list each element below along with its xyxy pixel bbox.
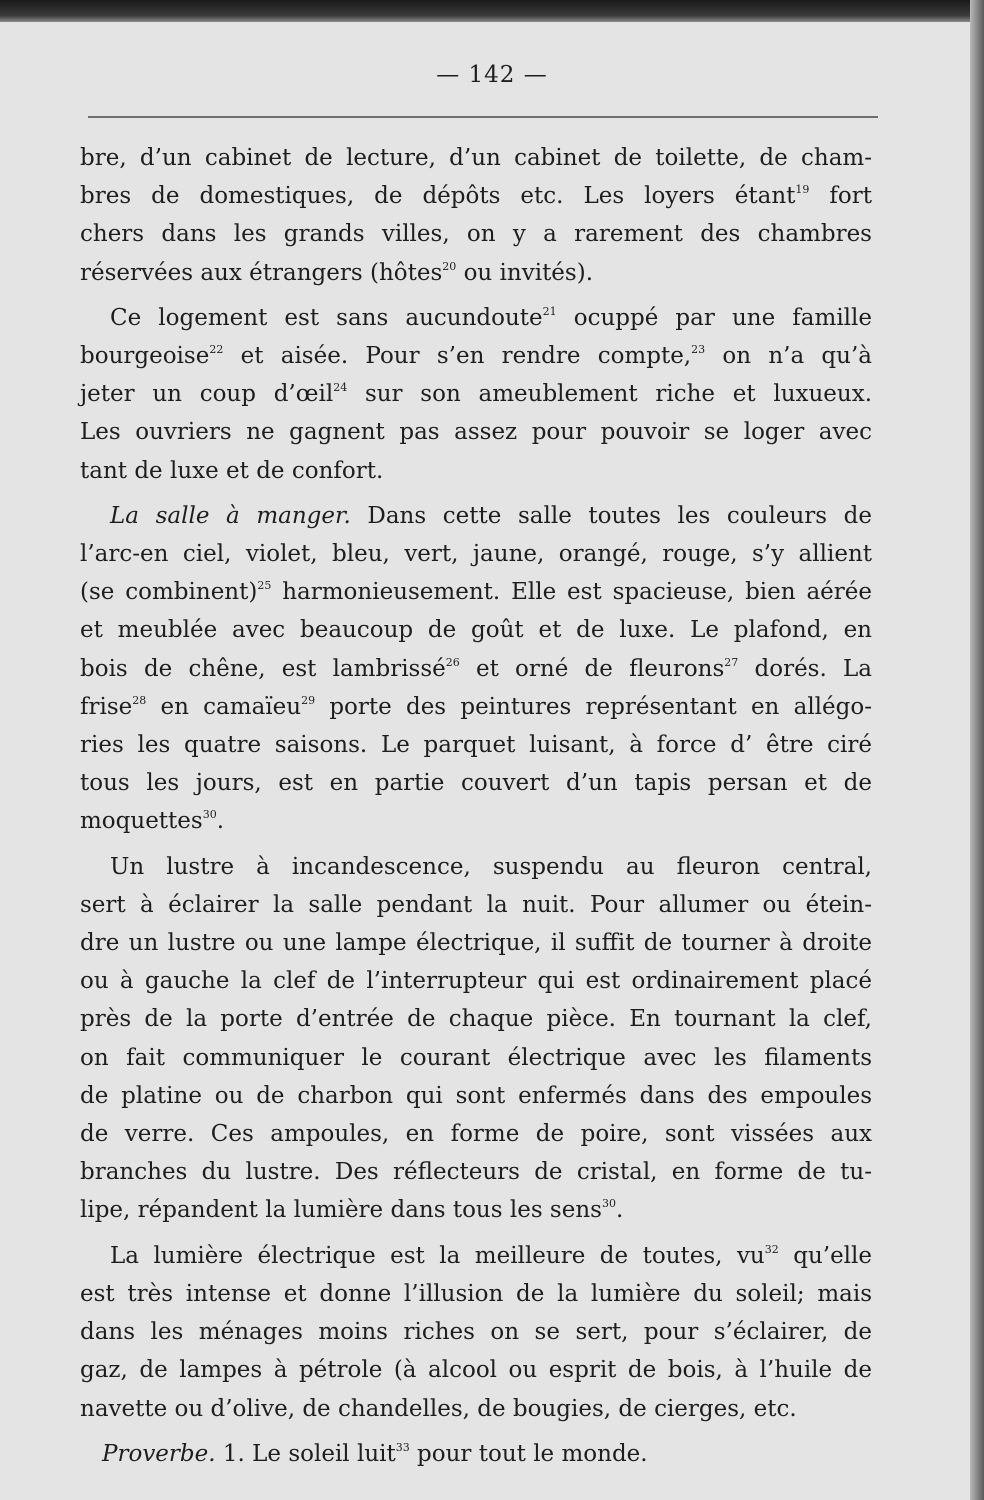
text-line bbox=[80, 1237, 872, 1275]
text-run: (se combinent) bbox=[80, 579, 258, 606]
text-run: bre, d’un cabinet de lecture, d’un cabinet de toilette, de cham- bbox=[80, 145, 872, 171]
text-run: chers dans les grands villes, on y a rarement des chambres bbox=[80, 221, 872, 248]
text-run: qu’elle bbox=[778, 1242, 873, 1269]
text-line bbox=[80, 688, 872, 726]
text-line bbox=[80, 299, 872, 337]
text-run: frise bbox=[80, 693, 133, 720]
footnote-ref: 32 bbox=[764, 1242, 779, 1256]
footnote-ref: 20 bbox=[442, 259, 457, 273]
text-run: lipe, répandent la lumière dans tous les sens bbox=[80, 1197, 602, 1224]
text-run: fort bbox=[809, 183, 872, 210]
text-run: Les ouvriers ne gagnent pas assez pour pouvoir se loger avec bbox=[80, 419, 872, 446]
text-line bbox=[80, 1313, 872, 1351]
paragraph-gap bbox=[80, 490, 872, 497]
text-run: l’arc-en ciel, violet, bleu, vert, jaune, orangé, rouge, s’y allient bbox=[80, 541, 872, 568]
scan-right-edge bbox=[970, 0, 984, 1500]
text-line bbox=[80, 1275, 872, 1313]
text-line bbox=[80, 1351, 872, 1389]
text-run: La lumière électrique est la meilleure de toutes, vu bbox=[110, 1242, 765, 1269]
text-line bbox=[80, 139, 872, 177]
text-run: de platine ou de charbon qui sont enfermés dans des empoules bbox=[80, 1082, 872, 1109]
footnote-ref: 22 bbox=[209, 343, 224, 357]
text-run: ou à gauche la clef de l’interrupteur qui est ordinairement placé bbox=[80, 968, 872, 995]
text-line bbox=[80, 215, 872, 253]
text-run: de verre. Ces ampoules, en forme de poire, sont vissées aux bbox=[80, 1121, 872, 1148]
paragraph bbox=[80, 848, 872, 1230]
text-line bbox=[80, 254, 872, 292]
text-run: moquettes bbox=[80, 808, 203, 835]
text-line bbox=[80, 886, 872, 924]
text-line bbox=[80, 337, 872, 375]
footnote-ref: 24 bbox=[333, 381, 348, 395]
text-run: navette ou d’olive, de chandelles, de bougies, de cierges, etc. bbox=[80, 1395, 797, 1422]
header-rule bbox=[88, 116, 878, 118]
text-line bbox=[80, 802, 872, 840]
text-run: porte des peintures représentant en allégo- bbox=[315, 693, 872, 720]
text-line bbox=[80, 375, 872, 413]
text-line bbox=[80, 413, 872, 451]
text-line bbox=[80, 497, 872, 535]
paragraph bbox=[80, 299, 872, 490]
text-run: gaz, de lampes à pétrole (à alcool ou esprit de bois, à l’huile de bbox=[80, 1357, 872, 1384]
footnote-ref: 27 bbox=[724, 655, 739, 669]
text-run: et aisée. Pour s’en rendre compte, bbox=[223, 343, 692, 370]
text-line bbox=[80, 1115, 872, 1153]
text-run: pour tout le monde. bbox=[409, 1440, 648, 1467]
footnote-ref: 25 bbox=[257, 579, 272, 593]
footnote-ref: 19 bbox=[795, 183, 810, 197]
text-run: et meublée avec beaucoup de goût et de luxe. Le plafond, en bbox=[80, 617, 872, 644]
text-run: ou invités). bbox=[456, 259, 594, 286]
text-run: ocuppé par une famille bbox=[556, 304, 872, 331]
footnote-ref: 23 bbox=[691, 343, 706, 357]
text-line bbox=[80, 573, 872, 611]
text-run: bourgeoise bbox=[80, 343, 210, 370]
footnote-ref: 30 bbox=[202, 808, 217, 822]
footnote-ref: 28 bbox=[132, 693, 147, 707]
paragraph-gap bbox=[80, 841, 872, 848]
footnote-ref: 33 bbox=[395, 1440, 410, 1454]
text-line bbox=[80, 611, 872, 649]
footnote-ref: 26 bbox=[445, 655, 460, 669]
scan-top-border bbox=[0, 0, 984, 22]
text-line bbox=[80, 1039, 872, 1077]
paragraph-gap bbox=[80, 292, 872, 299]
text-line bbox=[80, 535, 872, 573]
italic-text: La salle à manger. bbox=[110, 502, 351, 529]
paragraph bbox=[80, 1237, 872, 1428]
text-line bbox=[80, 1077, 872, 1115]
text-run: bres de domestiques, de dépôts etc. Les loyers étant bbox=[80, 183, 796, 210]
text-run: réservées aux étrangers (hôtes bbox=[80, 259, 443, 286]
text-run: Dans cette salle toutes les couleurs de bbox=[350, 502, 872, 529]
footnote-ref: 21 bbox=[542, 304, 557, 318]
text-run: Un lustre à incandescence, suspendu au fleuron central, bbox=[110, 853, 872, 880]
text-line bbox=[80, 962, 872, 1000]
text-line bbox=[80, 177, 872, 215]
text-run: dans les ménages moins riches on se sert, pour s’éclairer, de bbox=[80, 1319, 872, 1346]
text-line bbox=[80, 764, 872, 802]
proverb bbox=[80, 1435, 872, 1473]
text-line bbox=[80, 452, 872, 490]
text-run: jeter un coup d’œil bbox=[80, 381, 334, 408]
text-run: bois de chêne, est lambrissé bbox=[80, 655, 446, 682]
text-line bbox=[80, 726, 872, 764]
text-run: dre un lustre ou une lampe électrique, il suffit de tourner à droite bbox=[80, 930, 872, 957]
text-run: 1. Le soleil luit bbox=[215, 1440, 396, 1467]
text-line bbox=[80, 1153, 872, 1191]
text-run: sert à éclairer la salle pendant la nuit. Pour allumer ou étein- bbox=[80, 891, 872, 918]
text-line bbox=[80, 1390, 872, 1428]
text-line bbox=[80, 1191, 872, 1229]
text-line bbox=[80, 1000, 872, 1038]
text-run: tant de luxe et de confort. bbox=[80, 457, 384, 484]
paragraph bbox=[80, 139, 872, 292]
paragraph-gap bbox=[80, 1230, 872, 1237]
text-run: harmonieusement. Elle est spacieuse, bien aérée bbox=[271, 579, 872, 606]
paragraph-gap bbox=[80, 1428, 872, 1435]
text-run: . bbox=[216, 808, 225, 835]
text-run: en camaïeu bbox=[146, 693, 302, 720]
text-run: on fait communiquer le courant électrique avec les filaments bbox=[80, 1044, 872, 1071]
footnote-ref: 29 bbox=[301, 693, 316, 707]
text-run: tous les jours, est en partie couvert d’un tapis persan et de bbox=[80, 770, 872, 797]
text-run: on n’a qu’à bbox=[705, 343, 872, 370]
text-line bbox=[80, 848, 872, 886]
text-run: sur son ameublement riche et luxueux. bbox=[347, 381, 872, 408]
text-run: Ce logement est sans aucundoute bbox=[110, 304, 543, 331]
paragraph bbox=[80, 497, 872, 841]
text-line bbox=[80, 1435, 872, 1473]
footnote-ref: 30 bbox=[601, 1197, 616, 1211]
page-number: — 142 — bbox=[436, 62, 548, 88]
text-run: ries les quatre saisons. Le parquet luisant, à force d’ être ciré bbox=[80, 732, 872, 759]
text-run: . bbox=[615, 1197, 624, 1224]
text-run: dorés. La bbox=[738, 655, 872, 682]
text-run: et orné de fleurons bbox=[459, 655, 725, 682]
text-line bbox=[80, 650, 872, 688]
text-run: près de la porte d’entrée de chaque pièce. En tournant la clef, bbox=[80, 1006, 872, 1033]
text-line bbox=[80, 924, 872, 962]
text-run: est très intense et donne l’illusion de la lumière du soleil; mais bbox=[80, 1280, 872, 1307]
text-run: branches du lustre. Des réflecteurs de cristal, en forme de tu- bbox=[80, 1159, 872, 1186]
body-text bbox=[80, 139, 872, 1473]
italic-text: Proverbe. bbox=[102, 1440, 216, 1467]
